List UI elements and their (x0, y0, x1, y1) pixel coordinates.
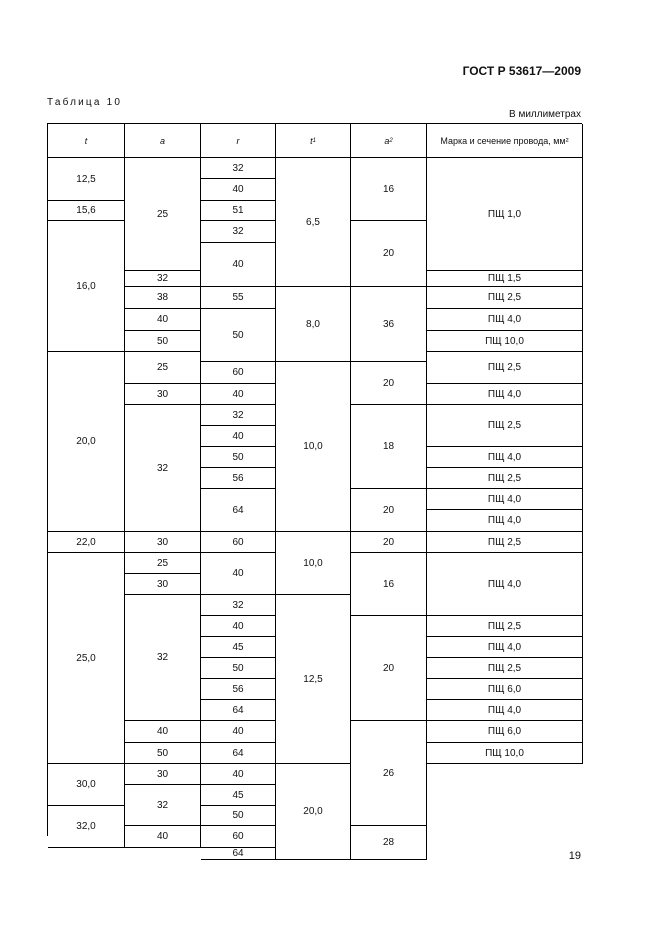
cell-a: 40 (125, 721, 201, 743)
cell-t1: 6,5 (276, 158, 351, 287)
cell-wire: ПЩ 4,0 (427, 510, 583, 532)
cell-a: 40 (125, 309, 201, 331)
cell-a: 32 (125, 785, 201, 826)
cell-r: 64 (201, 489, 276, 532)
cell-r: 50 (201, 447, 276, 468)
cell-r: 50 (201, 806, 276, 826)
cell-r: 60 (201, 532, 276, 553)
cell-a2: 16 (351, 553, 427, 616)
header-t1 (276, 124, 351, 158)
cell-a: 32 (125, 271, 201, 287)
document-header: ГОСТ Р 53617—2009 (462, 64, 581, 78)
cell-t1: 10,0 (276, 362, 351, 532)
header-t1-sub: 1 (312, 137, 316, 144)
cell-wire: ПЩ 2,5 (427, 658, 583, 679)
cell-r: 40 (201, 426, 276, 447)
cell-wire: ПЩ 10,0 (427, 743, 583, 764)
cell-a2: 26 (351, 721, 427, 826)
cell-wire: ПЩ 10,0 (427, 331, 583, 352)
header-t: t (48, 124, 125, 158)
cell-r: 40 (201, 553, 276, 595)
cell-a: 50 (125, 331, 201, 352)
table-caption: Таблица 10 (47, 97, 123, 108)
cell-a: 30 (125, 384, 201, 405)
cell-t: 16,0 (48, 221, 125, 352)
cell-t: 15,6 (48, 201, 125, 221)
cell-wire: ПЩ 1,5 (427, 271, 583, 287)
cell-r: 40 (201, 243, 276, 287)
cell-wire: ПЩ 4,0 (427, 309, 583, 331)
header-wire: Марка и сечение провода, мм² (427, 124, 583, 158)
cell-wire: ПЩ 4,0 (427, 447, 583, 468)
cell-a2: 18 (351, 405, 427, 489)
units-note: В миллиметрах (509, 109, 581, 120)
cell-wire: ПЩ 1,0 (427, 158, 583, 271)
cell-a: 38 (125, 287, 201, 309)
cell-a: 25 (125, 352, 201, 384)
cell-r: 51 (201, 201, 276, 221)
cell-r: 32 (201, 595, 276, 616)
cell-r: 45 (201, 637, 276, 658)
cell-t1: 8,0 (276, 287, 351, 362)
cell-a: 32 (125, 595, 201, 721)
cell-r: 32 (201, 405, 276, 426)
cell-t: 25,0 (48, 553, 125, 764)
cell-t1: 12,5 (276, 595, 351, 764)
cell-t: 32,0 (48, 806, 125, 848)
cell-a2: 20 (351, 532, 427, 553)
cell-r: 45 (201, 785, 276, 806)
cell-r: 50 (201, 658, 276, 679)
cell-a2: 28 (351, 826, 427, 860)
cell-wire: ПЩ 2,5 (427, 532, 583, 553)
cell-a: 40 (125, 826, 201, 848)
cell-r: 32 (201, 158, 276, 179)
cell-r: 50 (201, 309, 276, 362)
cell-wire: ПЩ 4,0 (427, 553, 583, 616)
cell-r: 40 (201, 384, 276, 405)
cell-r: 40 (201, 179, 276, 201)
cell-r: 64 (201, 700, 276, 721)
cell-a2: 36 (351, 287, 427, 362)
cell-r: 56 (201, 468, 276, 489)
cell-a: 25 (125, 553, 201, 574)
cell-r: 64 (201, 743, 276, 764)
header-a2-sub: 2 (389, 137, 393, 144)
cell-r: 40 (201, 616, 276, 637)
cell-wire: ПЩ 4,0 (427, 384, 583, 405)
cell-wire: ПЩ 6,0 (427, 721, 583, 743)
cell-wire: ПЩ 4,0 (427, 489, 583, 510)
cell-r: 40 (201, 764, 276, 785)
cell-t1: 20,0 (276, 764, 351, 860)
cell-t: 30,0 (48, 764, 125, 806)
header-a: a (125, 124, 201, 158)
cell-a: 32 (125, 405, 201, 532)
cell-r: 60 (201, 362, 276, 384)
cell-r: 55 (201, 287, 276, 309)
cell-a2: 20 (351, 221, 427, 287)
header-t1-base: t (310, 135, 313, 146)
header-a2-base: a (384, 135, 390, 146)
page-number: 19 (568, 850, 581, 862)
cell-a: 30 (125, 532, 201, 553)
cell-wire: ПЩ 4,0 (427, 700, 583, 721)
cell-a: 50 (125, 743, 201, 764)
header-a2 (351, 124, 427, 158)
cell-t: 20,0 (48, 352, 125, 532)
cell-r: 60 (201, 826, 276, 848)
cell-a: 30 (125, 574, 201, 595)
cell-t: 12,5 (48, 158, 125, 201)
cell-a2: 16 (351, 158, 427, 221)
cell-a: 25 (125, 158, 201, 271)
cell-a2: 20 (351, 489, 427, 532)
cell-a2: 20 (351, 362, 427, 405)
cell-wire: ПЩ 2,5 (427, 468, 583, 489)
header-r: r (201, 124, 276, 158)
cell-r: 40 (201, 721, 276, 743)
cell-a2: 20 (351, 616, 427, 721)
cell-wire: ПЩ 2,5 (427, 405, 583, 447)
cell-wire: ПЩ 6,0 (427, 679, 583, 700)
cell-r: 56 (201, 679, 276, 700)
cell-a: 30 (125, 764, 201, 785)
cell-wire: ПЩ 2,5 (427, 287, 583, 309)
cell-wire: ПЩ 2,5 (427, 352, 583, 384)
cell-wire: ПЩ 2,5 (427, 616, 583, 637)
cell-t: 22,0 (48, 532, 125, 553)
cell-wire: ПЩ 4,0 (427, 637, 583, 658)
cell-t1: 10,0 (276, 532, 351, 595)
cell-r: 64 (201, 848, 276, 860)
cell-r: 32 (201, 221, 276, 243)
